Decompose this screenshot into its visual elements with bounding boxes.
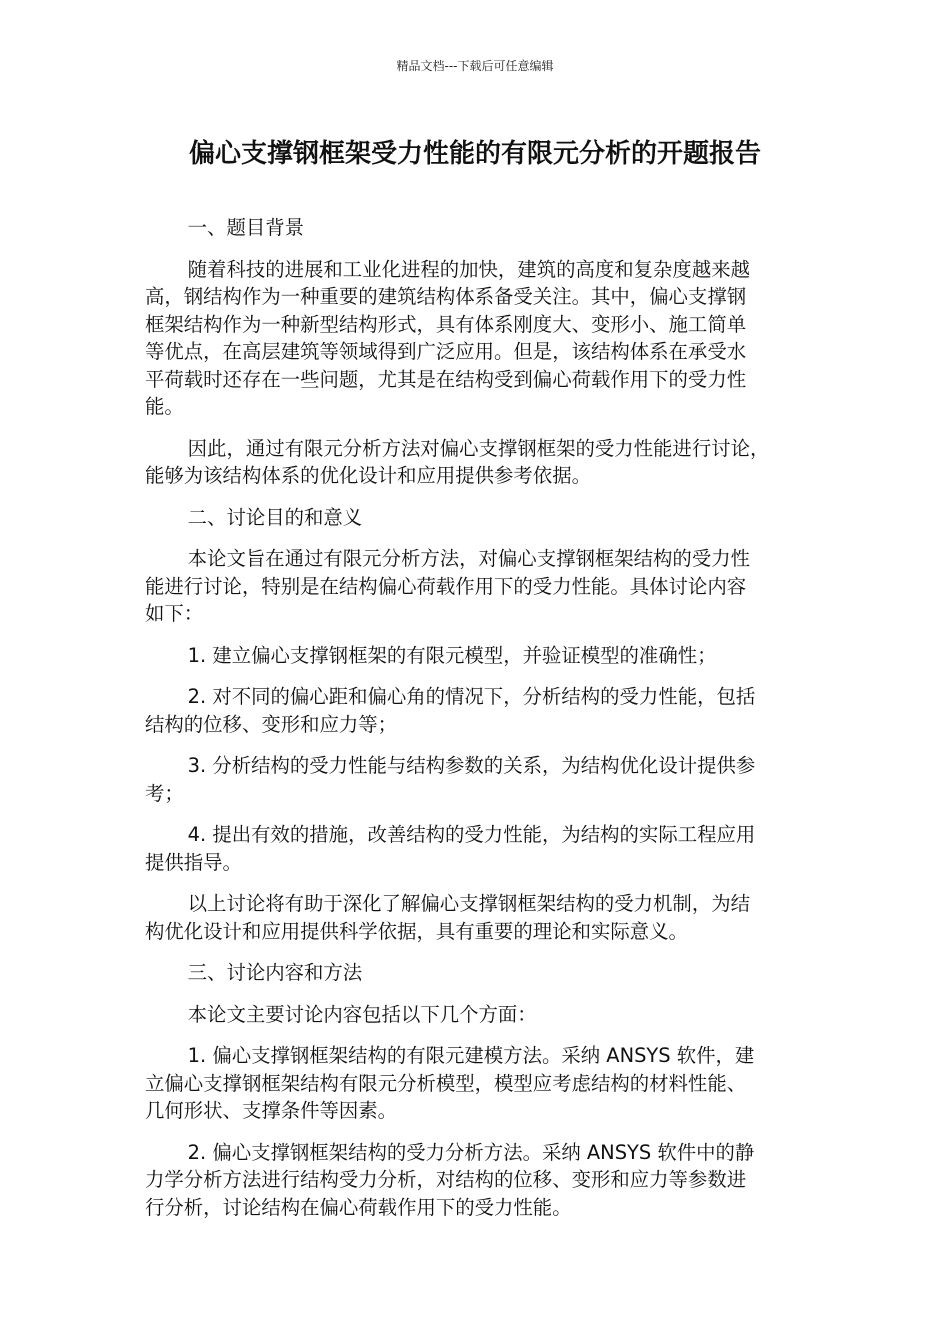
list-item-content-2: 2. 偏心支撑钢框架结构的受力分析方法。采纳 ANSYS 软件中的静 力学分析方法进行结构受力分析，对结构的位移、变形和应力等参数进 行分析，讨论结构在偏心荷载作用下的受力性能。 bbox=[145, 1140, 755, 1219]
section-heading-purpose: 二、讨论目的和意义 bbox=[187, 505, 363, 529]
list-item-purpose-1: 1. 建立偏心支撑钢框架的有限元模型，并验证模型的准确性； bbox=[187, 643, 717, 667]
document-body bbox=[145, 214, 803, 1221]
header-note: 精品文档---下载后可任意编辑 bbox=[396, 59, 554, 73]
paragraph-therefore: 因此，通过有限元分析方法对偏心支撑钢框架的受力性能进行讨论， 能够为该结构体系的优化设计和应用提供参考依据。 bbox=[145, 436, 770, 487]
section-heading-content: 三、讨论内容和方法 bbox=[187, 961, 363, 984]
paragraph-purpose: 本论文旨在通过有限元分析方法，对偏心支撑钢框架结构的受力性 能进行讨论，特别是在结构偏心荷载作用下的受力性能。具体讨论内容 如下： bbox=[145, 547, 750, 625]
paragraph-background: 随着科技的进展和工业化进程的加快，建筑的高度和复杂度越来越 高，钢结构作为一种重要的建筑结构体系备受关注。其中，偏心支撑钢 框架结构作为一种新型结构形式，具有体系刚度大、变形小、施工简单 等优点，在高层建筑等领域得到广泛应用。但是，该结构体系在承受水 平荷载时还存在一些问题，尤其是在结构受到偏心荷载作用下的受力性 能。 bbox=[145, 257, 750, 418]
list-item-content-1: 1. 偏心支撑钢框架结构的有限元建模方法。采纳 ANSYS 软件，建 立偏心支撑钢框架结构有限元分析模型，模型应考虑结构的材料性能、 几何形状、支撑条件等因素。 bbox=[145, 1044, 755, 1122]
paragraph-significance: 以上讨论将有助于深化了解偏心支撑钢框架结构的受力机制，为结 构优化设计和应用提供科学依据，具有重要的理论和实际意义。 bbox=[145, 892, 750, 943]
document-title: 偏心支撑钢框架受力性能的有限元分析的开题报告 bbox=[188, 139, 761, 169]
list-item-purpose-4: 4. 提出有效的措施，改善结构的受力性能，为结构的实际工程应用 提供指导。 bbox=[145, 823, 756, 874]
list-item-purpose-3: 3. 分析结构的受力性能与结构参数的关系，为结构优化设计提供参 考； bbox=[145, 754, 756, 805]
section-heading-background: 一、题目背景 bbox=[187, 216, 305, 239]
list-item-purpose-2: 2. 对不同的偏心距和偏心角的情况下，分析结构的受力性能，包括 结构的位移、变形和应力等； bbox=[145, 685, 756, 736]
paragraph-content-intro: 本论文主要讨论内容包括以下几个方面： bbox=[187, 1002, 537, 1026]
